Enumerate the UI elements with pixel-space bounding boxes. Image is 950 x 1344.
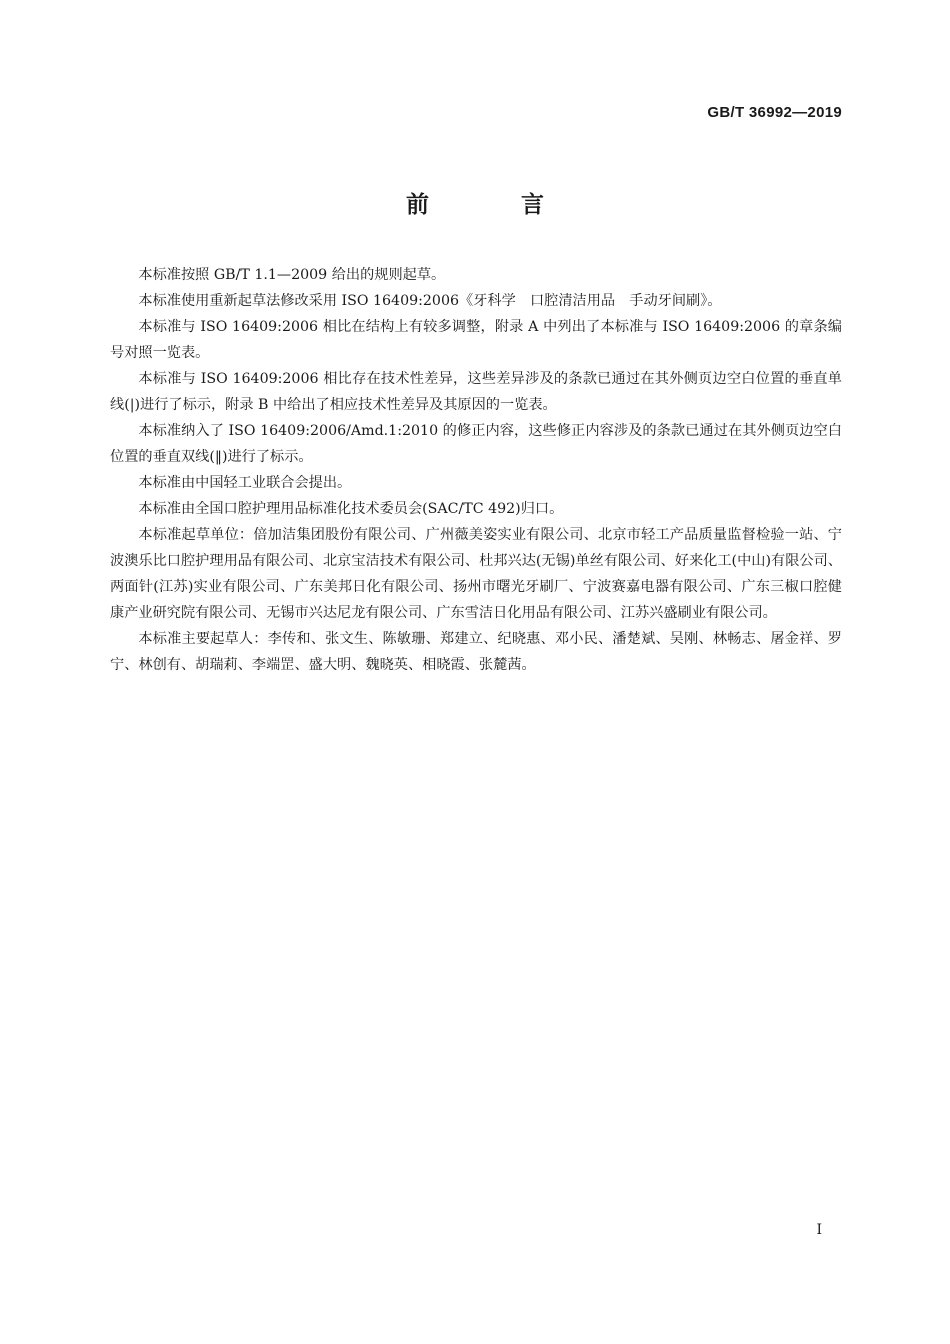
paragraph-drafters: 本标准主要起草人：李传和、张文生、陈敏珊、郑建立、纪晓惠、邓小民、潘楚斌、吴刚、林畅志、屠金祥、罗宁、林创有、胡瑞莉、李端罡、盛大明、魏晓英、相晓霞、张麓茜。: [110, 631, 842, 673]
paragraph-drafting-units: 本标准起草单位：倍加洁集团股份有限公司、广州薇美姿实业有限公司、北京市轻工产品质量监督检验一站、宁波澳乐比口腔护理用品有限公司、北京宝洁技术有限公司、杜邦兴达(无锡)单丝有限公司、好来化工(中山)有限公司、两面针(江苏)实业有限公司、广东美邦日化有限公司、扬州市曙光牙刷厂、宁波赛嘉电器有限公司、广东三椒口腔健康产业研究院有限公司、无锡市兴达尼龙有限公司、广东雪洁日化用品有限公司、江苏兴盛刷业有限公司。: [110, 527, 842, 621]
paragraph-technical-differences: 本标准与 ISO 16409:2006 相比存在技术性差异，这些差异涉及的条款已通过在其外侧页边空白位置的垂直单线(|)进行了标示，附录 B 中给出了相应技术性差异及其原因的一览表。: [110, 371, 842, 413]
paragraph-structure: 本标准与 ISO 16409:2006 相比在结构上有较多调整，附录 A 中列出了本标准与 ISO 16409:2006 的章条编号对照一览表。: [110, 319, 842, 361]
standard-code: GB/T 36992—2019: [707, 104, 842, 121]
foreword-body: [110, 262, 842, 678]
paragraph-drafting-rules: 本标准按照 GB/T 1.1—2009 给出的规则起草。: [138, 267, 446, 283]
paragraph-amendment: 本标准纳入了 ISO 16409:2006/Amd.1:2010 的修正内容，这些修正内容涉及的条款已通过在其外侧页边空白位置的垂直双线(‖)进行了标示。: [110, 423, 842, 465]
page-title: 前 言: [405, 192, 586, 218]
paragraph-proposed-by: 本标准由中国轻工业联合会提出。: [138, 475, 352, 491]
paragraph-adoption: 本标准使用重新起草法修改采用 ISO 16409:2006《牙科学 口腔清洁用品 手动牙间刷》。: [138, 293, 722, 309]
page-number: I: [816, 1222, 822, 1238]
paragraph-centralized-by: 本标准由全国口腔护理用品标准化技术委员会(SAC/TC 492)归口。: [138, 501, 564, 517]
